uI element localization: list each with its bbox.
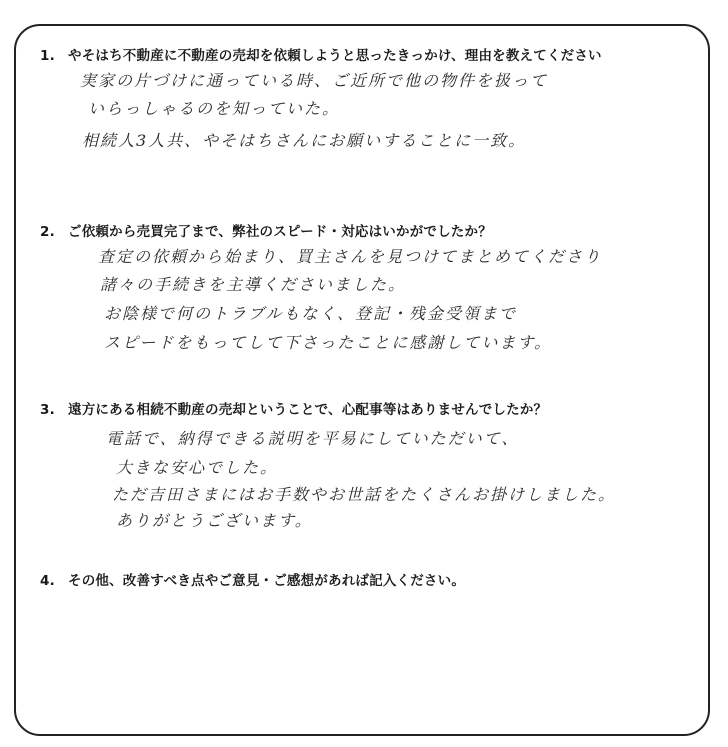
- question-number: 2.: [40, 224, 55, 240]
- answer-1-line-2: いらっしゃるのを知っていた。: [88, 99, 341, 118]
- answer-3-line-3: ただ吉田さまにはお手数やお世話をたくさんお掛けしました。: [112, 485, 617, 504]
- question-4: [40, 569, 465, 589]
- question-text: 遠方にある相続不動産の売却ということで、心配事等はありませんでしたか？: [68, 402, 548, 418]
- answer-2-line-4: スピードをもってして下さったことに感謝しています。: [104, 333, 553, 352]
- question-1: [40, 44, 602, 64]
- question-number: 3.: [40, 402, 55, 418]
- question-2: [40, 220, 492, 240]
- answer-3-line-1: 電話で、納得できる説明を平易にしていただいて、: [106, 429, 520, 448]
- answer-1-line-1: 実家の片づけに通っている時、ご近所で他の物件を扱って: [80, 71, 549, 90]
- answer-2-line-1: 査定の依頼から始まり、買主さんを見つけてまとめてくださり: [98, 247, 603, 266]
- answer-3-line-4: ありがとうございます。: [116, 511, 313, 530]
- answer-2-line-3: お陰様で何のトラブルもなく、登記・残金受領まで: [104, 304, 518, 323]
- question-text: やそはち不動産に不動産の売却を依頼しようと思ったきっかけ、理由を教えてください: [68, 48, 602, 64]
- question-number: 1.: [40, 48, 55, 64]
- answer-1-line-3: 相続人3人共、やそはちさんにお願いすることに一致。: [82, 131, 527, 150]
- answer-2-line-2: 諸々の手続きを主導くださいました。: [100, 275, 407, 294]
- question-text: ご依頼から売買完了まで、弊社のスピード・対応はいかがでしたか？: [68, 224, 492, 240]
- question-3: [40, 398, 547, 418]
- question-text: その他、改善すべき点やご意見・ご感想があれば記入ください。: [68, 573, 466, 589]
- question-number: 4.: [40, 573, 55, 589]
- answer-3-line-2: 大きな安心でした。: [116, 458, 279, 477]
